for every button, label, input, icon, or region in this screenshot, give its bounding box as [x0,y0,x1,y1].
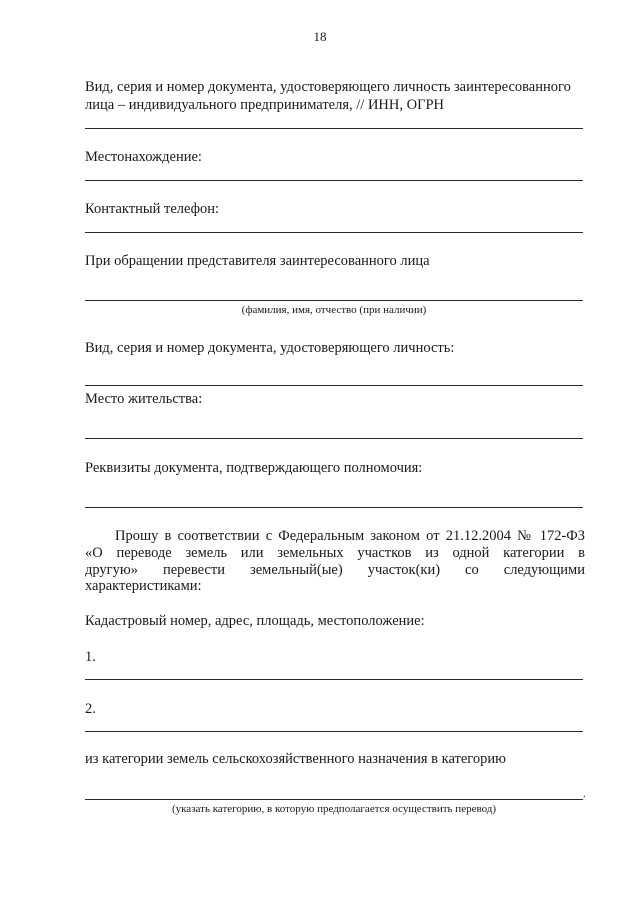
authority-doc-fill-line[interactable] [85,507,583,508]
residence-fill-line[interactable] [85,438,583,439]
item-2-fill-line[interactable] [85,731,583,732]
category-to-fill-line[interactable] [85,799,583,800]
location-fill-line[interactable] [85,180,583,181]
location-label: Местонахождение: [85,149,202,165]
item-2-number: 2. [85,701,96,717]
category-from-label: из категории земель сельскохозяйственного назначения в категорию [85,751,506,767]
request-paragraph-line2: «О переводе земель или земельных участков из одной категории в [85,545,585,561]
representative-label: При обращении представителя заинтересованного лица [85,253,430,269]
representative-name-caption: (фамилия, имя, отчество (при наличии) [241,304,427,316]
residence-label: Место жительства: [85,391,203,407]
request-paragraph-line3: другую» перевести земельный(ые) участок(ки) со следующими [85,562,585,578]
phone-fill-line[interactable] [85,232,583,233]
item-1-number: 1. [85,649,96,665]
request-paragraph-line4: характеристиками: [85,578,202,594]
category-end-dot: . [583,788,586,800]
category-caption: (указать категорию, в которую предполагается осуществить перевод) [171,803,497,815]
phone-label: Контактный телефон: [85,201,220,217]
applicant-id-doc-label-line2: лица – индивидуального предпринимателя, // ИНН, ОГРН [85,97,444,113]
applicant-id-doc-fill-line[interactable] [85,128,583,129]
item-1-fill-line[interactable] [85,679,583,680]
representative-id-doc-fill-line[interactable] [85,385,583,386]
authority-doc-label: Реквизиты документа, подтверждающего полномочия: [85,460,423,476]
applicant-id-doc-label-line1: Вид, серия и номер документа, удостоверяющего личность заинтересованного [85,79,571,95]
page-number: 18 [313,29,327,44]
representative-id-doc-label: Вид, серия и номер документа, удостоверяющего личность: [85,340,455,356]
cadastral-label: Кадастровый номер, адрес, площадь, местоположение: [85,613,425,629]
representative-name-fill-line[interactable] [85,300,583,301]
request-paragraph-line1: Прошу в соответствии с Федеральным законом от 21.12.2004 № 172-ФЗ [115,528,585,544]
